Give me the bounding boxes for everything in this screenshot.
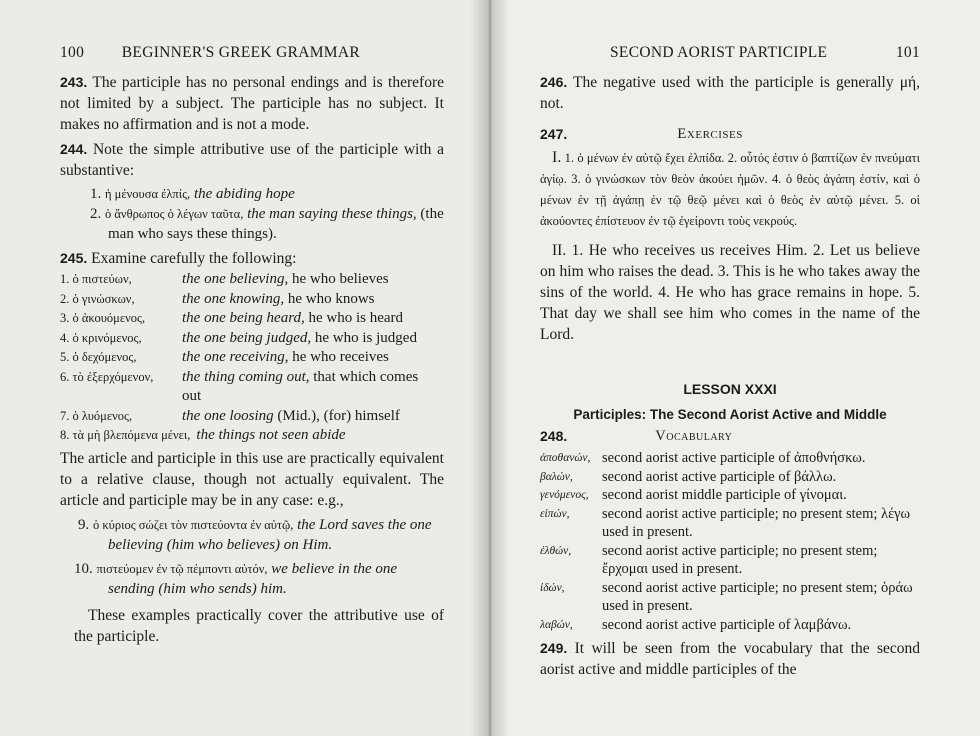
vocab-definition: second aorist active participle of βάλλω.	[602, 468, 837, 485]
vocab-word: βαλών,	[540, 470, 573, 483]
english-paraphrase: he who is heard	[308, 310, 404, 326]
part-label: II.	[552, 242, 567, 259]
paragraph-text: It will be seen from the vocabulary that the second aorist active and middle participles of the	[540, 640, 920, 678]
paragraph-245	[60, 248, 444, 269]
vocab-word: γενόμενος,	[540, 489, 589, 501]
greek-text: ὁ γινώσκων,	[72, 291, 135, 306]
list-item	[60, 290, 444, 310]
paragraph-244	[60, 139, 444, 181]
lesson-subtitle: Participles: The Second Aorist Active and Middle	[573, 407, 887, 422]
english-paraphrase: he who is judged	[314, 329, 417, 346]
greek-exercise-text: 1. ὁ μένων ἐν αὐτῷ ἔχει ἐλπίδα. 2. οὗτός ἐστιν ὁ βαπτίζων ἐν πνεύματι ἁγίῳ. 3. ὁ γινώσκων τὸν θεὸν ἀκούει ἡμῶν. 4. ὁ θεὸς ἀγάπη ἐστίν, καὶ ὁ μένων ἐν τῇ ἀγάπῃ ἐν τῷ θεῷ μένει καὶ ὁ θεὸς ἐν αὐτῷ μένει. 5. οἱ ἀκούοντες ἐπίστευον ἐν τῷ ἐγείροντι τοὺς νεκρούς.	[540, 151, 921, 228]
paragraph-text: Examine carefully the following:	[91, 250, 297, 267]
vocab-definition: second aorist active participle of λαμβάνω.	[602, 616, 852, 633]
left-page	[0, 0, 488, 736]
english-paraphrase: (the man who says these things).	[108, 206, 444, 242]
vocab-definition: second aorist active participle; no present stem; λέγω used in present.	[602, 505, 911, 540]
paragraph-text: The negative used with the participle is generally μή, not.	[540, 74, 920, 112]
english-gloss: we believe in the one sending (him who sends) him.	[108, 560, 398, 597]
exercises-title: Exercises	[677, 126, 743, 142]
english-gloss: the one being judged,	[182, 329, 312, 346]
paragraph-conclusion: These examples practically cover the attributive use of the participle.	[74, 606, 444, 645]
greek-text: ὁ δεχόμενος,	[72, 350, 137, 364]
greek-text: ὁ ἀκουόμενος,	[72, 311, 146, 325]
example-number: 1.	[90, 186, 102, 202]
greek-text: ὁ ἄνθρωπος ὁ λέγων ταῦτα,	[105, 207, 244, 221]
section-number: 248.	[540, 428, 568, 444]
item-number: 7.	[60, 408, 70, 423]
item-number: 4.	[60, 330, 70, 345]
vocab-definition: second aorist active participle; no present stem; ὁράω used in present.	[602, 579, 913, 614]
examine-list	[60, 270, 444, 446]
list-item	[60, 329, 444, 349]
vocab-word: λαβών,	[540, 618, 573, 631]
example-1	[60, 184, 444, 204]
list-item	[60, 368, 444, 407]
english-gloss: the one receiving,	[182, 349, 289, 365]
english-gloss: the man saying these things,	[247, 206, 417, 222]
example-2	[60, 204, 444, 244]
vocab-entry	[540, 579, 920, 616]
exercises-heading	[540, 126, 920, 143]
item-number: 8.	[60, 428, 70, 442]
section-number: 247.	[540, 126, 568, 142]
paragraph-246	[540, 72, 920, 114]
section-number: 243.	[60, 74, 88, 90]
english-paraphrase: (Mid.), (for) himself	[277, 407, 400, 424]
english-gloss: the one loosing	[182, 407, 274, 424]
item-number: 5.	[60, 350, 70, 364]
vocab-word: ἰδών,	[540, 581, 565, 594]
paragraph-text: The participle has no personal endings and is therefore not limited by a subject. The participle has no subject. It makes no affirmation and is not a mode.	[60, 74, 444, 133]
english-paraphrase: that which comes out	[182, 368, 419, 404]
section-number: 246.	[540, 74, 568, 90]
section-number: 245.	[60, 250, 88, 266]
vocab-word: ἀποθανών,	[540, 452, 591, 464]
paragraph-243	[60, 72, 444, 135]
part-label: I.	[552, 149, 562, 166]
greek-text: τὸ ἐξερχόμενον,	[72, 369, 154, 384]
vocab-entry	[540, 542, 920, 579]
vocab-word: ἐλθών,	[540, 544, 572, 557]
exercises-part-2	[540, 240, 920, 345]
paragraph-article: The article and participle in this use are practically equivalent to a relative clause, though not actually equivalent. The article and participle may be in any case: e.g.,	[60, 449, 444, 509]
vocab-definition: second aorist active participle; no present stem; ἔρχομαι used in present.	[602, 542, 878, 577]
right-page-number: 101	[895, 44, 920, 61]
vocab-entry	[540, 486, 920, 505]
example-10	[60, 559, 444, 599]
left-running-head	[60, 44, 444, 62]
english-gloss: the Lord saves the one believing (him who believes) on Him.	[108, 516, 432, 553]
vocabulary-list	[540, 449, 920, 634]
item-number: 2.	[60, 291, 70, 306]
paragraph-249	[540, 638, 920, 680]
vocab-entry	[540, 616, 920, 635]
example-number: 2.	[90, 206, 102, 222]
vocab-definition: second aorist middle participle of γίνομαι.	[602, 487, 847, 503]
english-gloss: the one believing,	[182, 271, 289, 287]
vocab-entry	[540, 468, 920, 487]
right-page-title: SECOND AORIST PARTICIPLE	[610, 44, 828, 61]
english-paraphrase: he who knows	[287, 290, 375, 307]
english-gloss: the thing coming out,	[182, 368, 310, 385]
greek-text: ἡ μένουσα ἐλπίς,	[105, 187, 191, 201]
vocabulary-title: Vocabulary	[655, 428, 733, 444]
right-running-head	[540, 44, 920, 62]
vocab-entry	[540, 505, 920, 542]
greek-text: τὰ μὴ βλεπόμενα μένει,	[72, 428, 191, 442]
paragraph-text: Note the simple attributive use of the participle with a substantive:	[60, 141, 444, 179]
right-page	[488, 0, 980, 736]
english-exercise-text: 1. He who receives us receives Him. 2. Let us believe on him who raises the dead. 3. This is he who takes away the sins of the world. 4. He who has grace remains in hope. 5. That day we shall see him who comes in the name of the Lord.	[540, 242, 921, 343]
vocabulary-heading	[540, 428, 920, 445]
left-page-number: 100	[60, 44, 85, 61]
greek-text: ὁ πιστεύων,	[72, 272, 132, 286]
example-9	[60, 515, 444, 555]
greek-text: πιστεύομεν ἐν τῷ πέμποντι αὐτόν,	[96, 561, 268, 576]
vocab-entry	[540, 449, 920, 468]
greek-text: ὁ κύριος σώζει τὸν πιστεύοντα ἐν αὐτῷ,	[93, 517, 294, 532]
english-paraphrase: he who believes	[291, 271, 389, 287]
item-number: 6.	[60, 369, 70, 384]
english-paraphrase: he who receives	[292, 349, 389, 365]
list-item	[60, 426, 444, 446]
english-gloss: the one being heard,	[182, 310, 305, 326]
list-item	[60, 348, 444, 368]
item-number: 1.	[60, 272, 70, 286]
list-item	[60, 270, 444, 290]
exercises-part-1	[540, 147, 920, 232]
english-gloss: the one knowing,	[182, 290, 285, 307]
book-gutter-shadow	[470, 0, 510, 736]
left-page-title: BEGINNER'S GREEK GRAMMAR	[121, 44, 360, 61]
example-number: 10.	[74, 560, 93, 577]
section-number: 249.	[540, 640, 568, 656]
list-item	[60, 407, 444, 427]
lesson-title: LESSON XXXI	[683, 381, 777, 397]
english-gloss: the things not seen abide	[196, 427, 346, 443]
english-gloss: the abiding hope	[193, 186, 295, 202]
list-item	[60, 309, 444, 329]
vocab-definition: second aorist active participle of ἀποθνήσκω.	[602, 450, 866, 466]
item-number: 3.	[60, 311, 70, 325]
vocab-word: εἰπών,	[540, 507, 570, 520]
section-number: 244.	[60, 141, 88, 157]
greek-text: ὁ κρινόμενος,	[72, 330, 142, 345]
greek-text: ὁ λυόμενος,	[72, 408, 133, 423]
example-number: 9.	[78, 516, 90, 533]
